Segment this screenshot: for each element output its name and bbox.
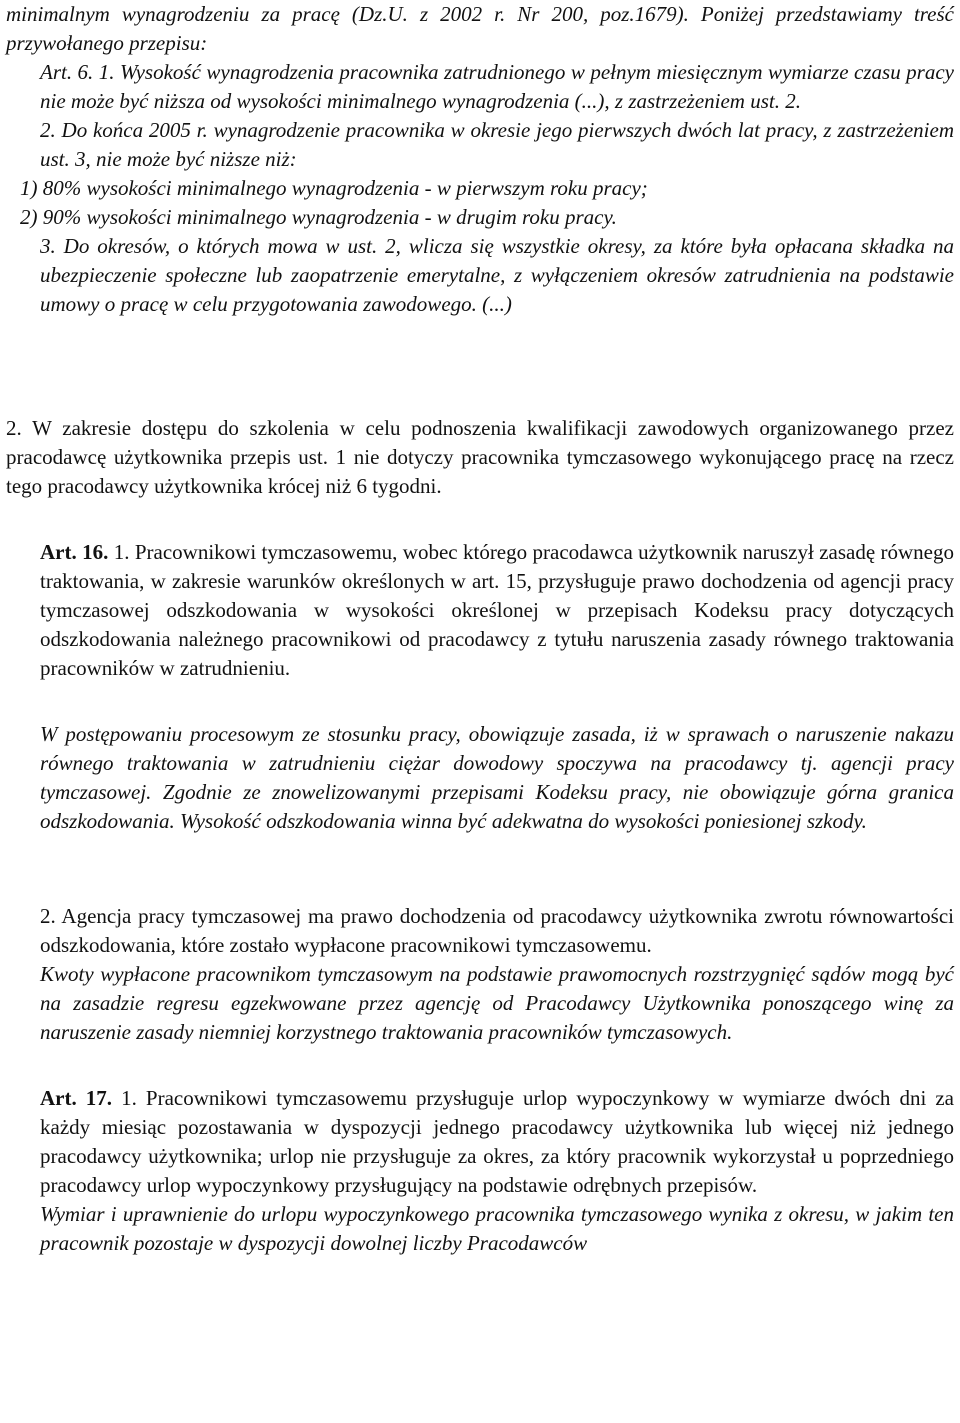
comment-paragraph-2: Kwoty wypłacone pracownikom tymczasowym na podstawie prawomocnych rozstrzygnięć sądów mogą być na zasadzie regresu egzekwowane przez agencję od Pracodawcy Użytkownika ponoszącego winę za naruszenie zasady niemniej korzystnego traktowania pracowników tymczasowych.	[40, 962, 954, 1044]
art16-heading: Art. 16.	[40, 540, 109, 564]
art6-ust3: 3. Do okresów, o których mowa w ust. 2, wlicza się wszystkie okresy, za które była opłacana składka na ubezpieczenie społeczne lub zaopatrzenie emerytalne, z wyłączeniem okresów zatrudnienia na podstawie umowy o pracę w celu przygotowania zawodowego. (...)	[40, 234, 954, 316]
art6-ust2-point1: 1) 80% wysokości minimalnego wynagrodzenia - w pierwszym roku pracy;	[20, 176, 648, 200]
art6-ust2: 2. Do końca 2005 r. wynagrodzenie pracownika w okresie jego pierwszych dwóch lat pracy, z zastrzeżeniem ust. 3, nie może być niższe niż:	[40, 118, 954, 171]
art17-text: 1. Pracownikowi tymczasowemu przysługuje urlop wypoczynkowy w wymiarze dwóch dni za każdy miesiąc pozostawania w dyspozycji jednego pracodawcy użytkownika lub więcej niż jednego pracodawcy użytkownika; urlop nie przysługuje za okres, za który pracownik wykorzystał u poprzedniego pracodawcy urlop wypoczynkowy przysługujący na podstawie odrębnych przepisów.	[40, 1086, 955, 1197]
intro-paragraph: minimalnym wynagrodzeniu za pracę (Dz.U. z 2002 r. Nr 200, poz.1679). Poniżej przedstawiamy treść przywołanego przepisu:	[6, 2, 954, 55]
art6-paragraph	[6, 58, 954, 116]
document-page	[6, 0, 954, 1258]
art16-text: 1. Pracownikowi tymczasowemu, wobec którego pracodawca użytkownik naruszył zasadę równego traktowania, w zakresie warunków określonych w art. 15, przysługuje prawo dochodzenia od agencji pracy tymczasowej odszkodowania w wysokości określonej w przepisach Kodeksu pracy dotyczących odszkodowania należnego pracownikowi od pracodawcy z tytułu naruszenia zasady równego traktowania pracowników w zatrudnieniu.	[40, 540, 954, 680]
art16-paragraph	[6, 538, 954, 683]
art17-heading: Art. 17.	[40, 1086, 113, 1110]
art6-heading: Art. 6. 1.	[40, 60, 115, 84]
comment-paragraph-3: Wymiar i uprawnienie do urlopu wypoczynkowego pracownika tymczasowego wynika z okresu, w jakim ten pracownik pozostaje w dyspozycji dowolnej liczby Pracodawców	[40, 1202, 954, 1255]
art16-ust2: 2. Agencja pracy tymczasowej ma prawo dochodzenia od pracodawcy użytkownika zwrotu równowartości odszkodowania, które zostało wypłacone pracownikowi tymczasowemu.	[40, 904, 954, 957]
szkolenia-paragraph: 2. W zakresie dostępu do szkolenia w celu podnoszenia kwalifikacji zawodowych organizowanego przez pracodawcę użytkownika przepis ust. 1 nie dotyczy pracownika tymczasowego wykonującego pracę na rzecz tego pracodawcy użytkownika krócej niż 6 tygodni.	[6, 416, 954, 498]
comment-paragraph-1: W postępowaniu procesowym ze stosunku pracy, obowiązuje zasada, iż w sprawach o naruszenie nakazu równego traktowania w zatrudnieniu ciężar dowodowy spoczywa na pracodawcy tj. agencji pracy tymczasowej. Zgodnie ze znowelizowanymi przepisami Kodeksu pracy, nie obowiązuje górna granica odszkodowania. Wysokość odszkodowania winna być adekwatna do wysokości poniesionej szkody.	[40, 722, 954, 833]
art6-text: Wysokość wynagrodzenia pracownika zatrudnionego w pełnym miesięcznym wymiarze czasu pracy nie może być niższa od wysokości minimalnego wynagrodzenia (...), z zastrzeżeniem ust. 2.	[40, 60, 954, 113]
art17-paragraph	[6, 1084, 954, 1200]
art6-ust2-point2: 2) 90% wysokości minimalnego wynagrodzenia - w drugim roku pracy.	[20, 205, 617, 229]
